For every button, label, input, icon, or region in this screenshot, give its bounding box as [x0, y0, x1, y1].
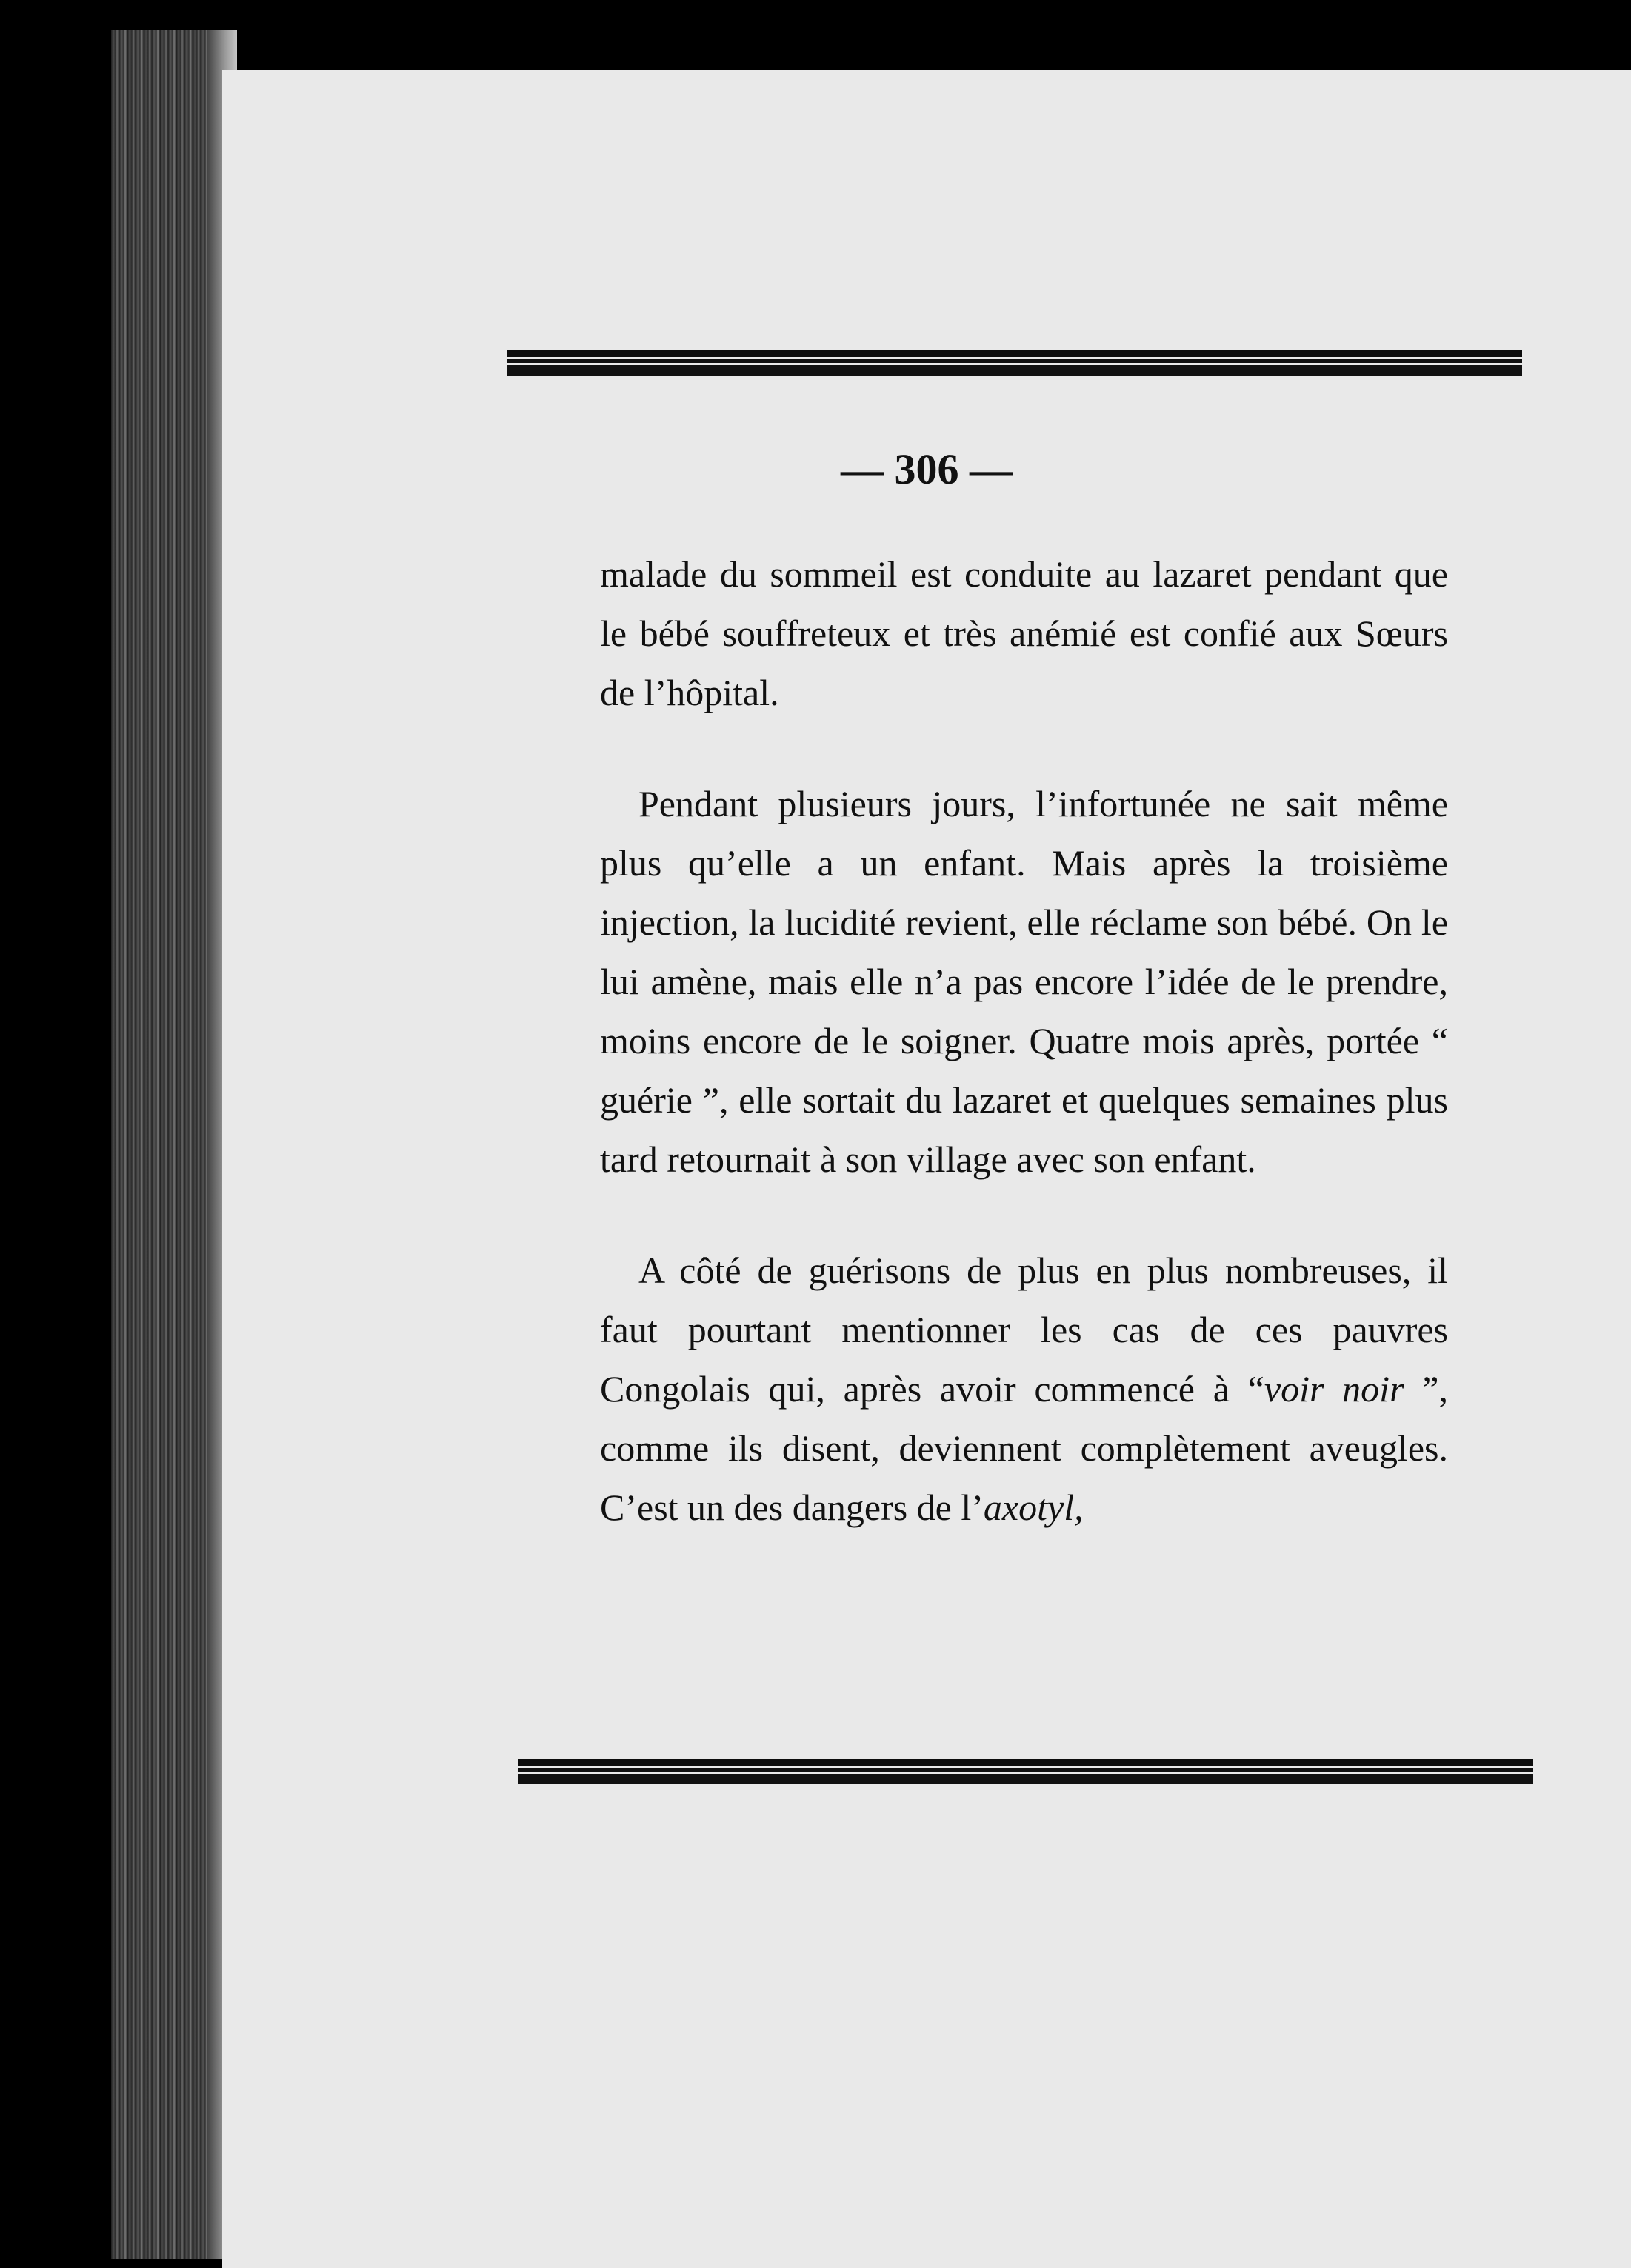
page-number: — 306 —	[841, 445, 1013, 493]
page	[222, 70, 1631, 2268]
paragraph-3	[600, 1241, 1448, 1537]
book-page-edges	[111, 30, 237, 2259]
paragraph-3-italic-axotyl: axotyl,	[983, 1487, 1084, 1528]
paragraph-3-text-b: ”, comme ils disent, deviennent complètement aveugles. C’est un des dangers de l’	[600, 1368, 1448, 1528]
paragraph-3-italic-voir-noir: voir noir	[1264, 1368, 1404, 1410]
paragraph-1: malade du sommeil est conduite au lazaret pendant que le bébé souffreteux et très anémié est confié aux Sœurs de l’hôpital.	[600, 553, 1448, 713]
body-text	[600, 544, 1448, 1589]
paragraph-3-text-a: A côté de guérisons de plus en plus nombreuses, il faut pourtant mentionner les cas de ces pauvres Congolais qui, après avoir commencé à “	[600, 1250, 1448, 1410]
top-rule	[507, 350, 1522, 376]
bottom-rule	[518, 1759, 1533, 1784]
paragraph-2: Pendant plusieurs jours, l’infortunée ne sait même plus qu’elle a un enfant. Mais après la troisième injection, la lucidité revient, elle réclame son bébé. On le lui amène, mais elle n’a pas encore l’idée de le prendre, moins encore de le soigner. Quatre mois après, portée “ guérie ”, elle sortait du lazaret et quelques semaines plus tard retournait à son village avec son enfant.	[600, 783, 1448, 1180]
